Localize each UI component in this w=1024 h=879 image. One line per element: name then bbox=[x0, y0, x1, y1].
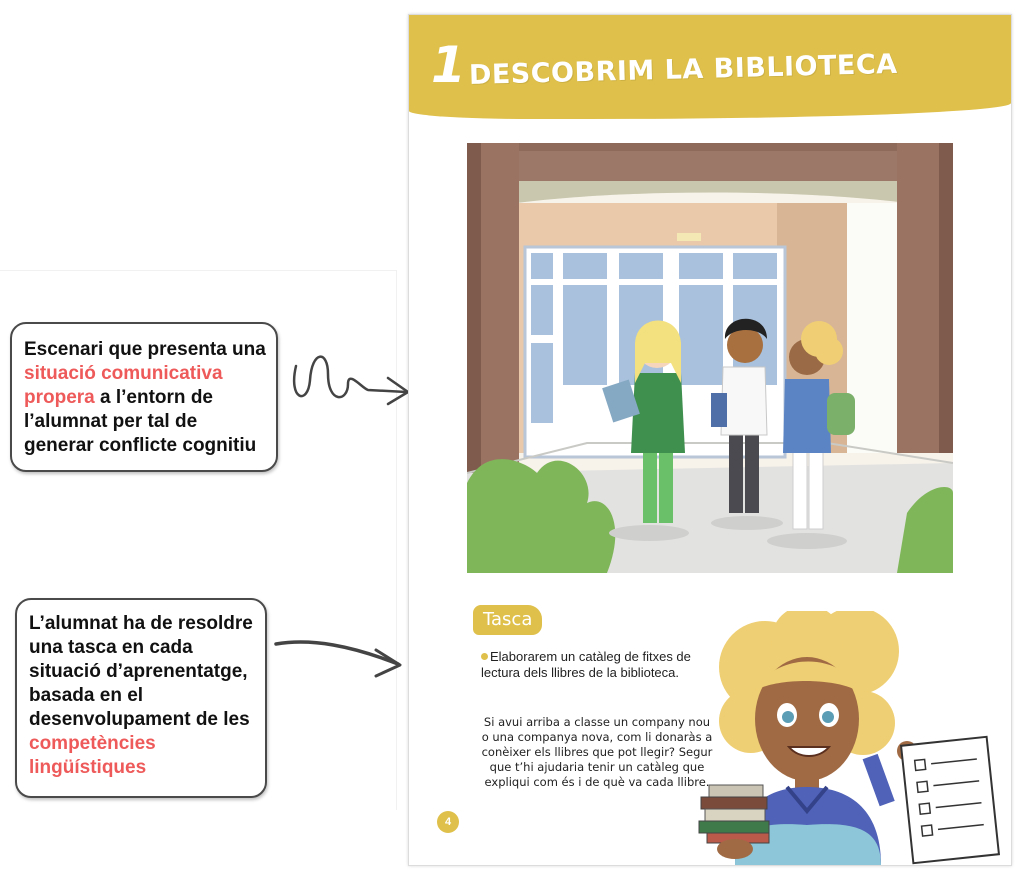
unit-number: 1 bbox=[431, 36, 466, 94]
question-text: Si avui arriba a classe un company nou o una companya nova, com li donaràs a conèixer els llibres que pot llegir? Segur que t’hi ajudaria tenir un catàleg que expliqui com és i de què va cada llibre. bbox=[481, 715, 713, 789]
scenario-callout bbox=[10, 322, 278, 472]
page-number: 4 bbox=[437, 811, 459, 833]
student-with-books-illustration bbox=[695, 611, 1011, 865]
callout-text: Escenari que presenta una bbox=[24, 339, 266, 360]
squiggle-arrow-icon bbox=[288, 340, 414, 420]
unit-title: DESCOBRIM LA BIBLIOTECA bbox=[468, 48, 898, 91]
divider bbox=[0, 270, 396, 271]
callout-highlight: situació comunicativa propera bbox=[24, 363, 223, 408]
curved-arrow-icon bbox=[272, 632, 408, 682]
callout-highlight: competències lingüístiques bbox=[29, 733, 156, 778]
book-stack-icon bbox=[699, 785, 769, 843]
callout-text: L’alumnat ha de resoldre una tasca en cada situació d’aprenentatge, basada en el desenvolupament de les bbox=[29, 613, 253, 730]
bullet-icon bbox=[481, 653, 488, 660]
task-text: Elaborarem un catàleg de fitxes de lectura dels llibres de la biblioteca. bbox=[481, 649, 691, 680]
task-callout bbox=[15, 598, 267, 798]
textbook-page bbox=[408, 14, 1012, 866]
callout-text: a l’entorn de l’alumnat per tal de generar conflicte cognitiu bbox=[24, 387, 257, 456]
unit-banner bbox=[409, 15, 1011, 119]
tasca-label: Tasca bbox=[473, 605, 542, 635]
task-description bbox=[481, 649, 721, 681]
school-entrance-illustration bbox=[467, 143, 953, 573]
